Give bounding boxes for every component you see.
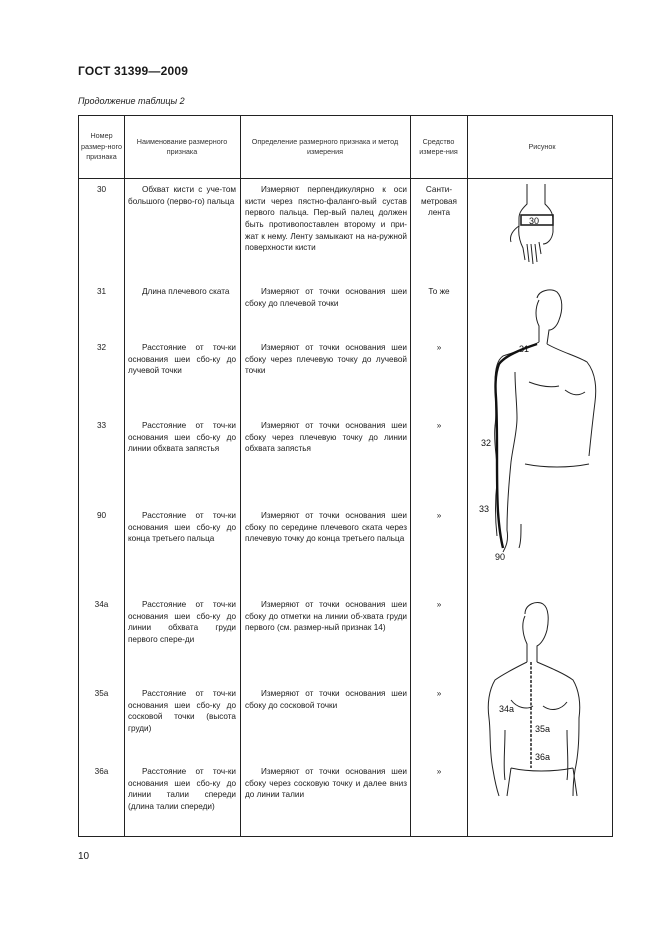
column-divider	[410, 116, 411, 836]
row-definition: Измеряют от точки основания шеи сбоку через плечевую точку до лучевой точки	[245, 343, 407, 376]
row-definition: Измеряют от точки основания шеи сбоку по середине плечевого ската через плечевую точку до конца третьего пальца	[245, 511, 407, 544]
row-definition: Измеряют от точки основания шеи сбоку через плечевую точку до линии обхвата запястья	[245, 421, 407, 454]
row-tool: »	[436, 600, 442, 609]
column-divider	[124, 116, 125, 836]
header-name: Наименование размерного признака	[136, 136, 228, 156]
row-tool: »	[436, 421, 442, 430]
row-number: 90	[96, 511, 107, 520]
page-number: 10	[78, 851, 90, 862]
label-36a: 36а	[535, 752, 551, 762]
header-figure: Рисунок	[528, 141, 556, 151]
label-35a: 35а	[535, 724, 551, 734]
label-30: 30	[529, 216, 540, 226]
row-name: Обхват кисти с уче-том большого (перво-го) пальца	[128, 185, 236, 206]
row-number: 35а	[94, 689, 109, 698]
row-name: Расстояние от точ-ки основания шеи сбо-ку до линии обхвата груди первого спере-ди	[128, 600, 236, 644]
hand-illustration	[469, 182, 614, 272]
row-number: 33	[96, 421, 107, 430]
row-definition: Измеряют перпендикулярно к оси кисти через пястно-фаланго-вый сустав первого пальца. Пер-вый палец должен быть противопоставлен второму и при-жат к нему. Ленту замыкают на на-ружной поверхности кисти	[245, 185, 407, 253]
row-number: 32	[96, 343, 107, 352]
figure-torso	[469, 600, 614, 810]
row-name: Расстояние от точ-ки основания шеи сбо-ку до линии талии спереди (длина талии спереди)	[128, 767, 236, 811]
row-number: 34а	[94, 600, 109, 609]
label-33: 33	[479, 504, 490, 514]
row-name: Расстояние от точ-ки основания шеи сбо-ку до линии обхвата запястья	[128, 421, 236, 454]
measurements-table	[78, 115, 613, 837]
row-tool: Санти-метровая лента	[420, 185, 457, 218]
row-number: 31	[96, 287, 107, 296]
row-name: Расстояние от точ-ки основания шеи сбо-ку до конца третьего пальца	[128, 511, 236, 544]
row-name: Длина плечевого ската	[142, 287, 230, 296]
row-name: Расстояние от точ-ки основания шеи сбо-ку до сосковой точки (высота груди)	[128, 689, 236, 733]
header-tool: Средство измере-ния	[419, 136, 458, 156]
column-divider	[467, 116, 468, 836]
header-number: Номер размер-ного признака	[81, 131, 122, 162]
label-32: 32	[481, 438, 492, 448]
torso-illustration	[469, 600, 614, 810]
row-definition: Измеряют от точки основания шеи сбоку до плечевой точки	[245, 287, 407, 308]
row-definition: Измеряют от точки основания шеи сбоку до отметки на линии об-хвата груди первого (см. размер-ный признак 14)	[245, 600, 407, 633]
label-90: 90	[495, 552, 506, 561]
row-name: Расстояние от точ-ки основания шеи сбо-ку до лучевой точки	[128, 343, 236, 376]
row-definition: Измеряют от точки основания шеи сбоку до сосковой точки	[245, 689, 407, 710]
row-tool: То же	[428, 287, 450, 296]
figure-arm	[469, 286, 614, 561]
header-divider	[79, 178, 612, 179]
row-number: 30	[96, 185, 107, 194]
row-tool: »	[436, 511, 442, 520]
row-definition: Измеряют от точки основания шеи сбоку через сосковую точку и далее вниз до линии талии	[245, 767, 407, 800]
document-title: ГОСТ 31399—2009	[78, 64, 189, 78]
label-34a: 34а	[499, 704, 515, 714]
column-divider	[240, 116, 241, 836]
row-tool: »	[436, 343, 442, 352]
arm-illustration	[469, 286, 614, 561]
label-31: 31	[519, 344, 530, 354]
table-caption: Продолжение таблицы 2	[78, 96, 185, 106]
row-tool: »	[436, 767, 442, 776]
row-tool: »	[436, 689, 442, 698]
row-number: 36а	[94, 767, 109, 776]
header-definition: Определение размерного признака и метод измерения	[251, 136, 399, 156]
figure-hand	[469, 182, 614, 272]
